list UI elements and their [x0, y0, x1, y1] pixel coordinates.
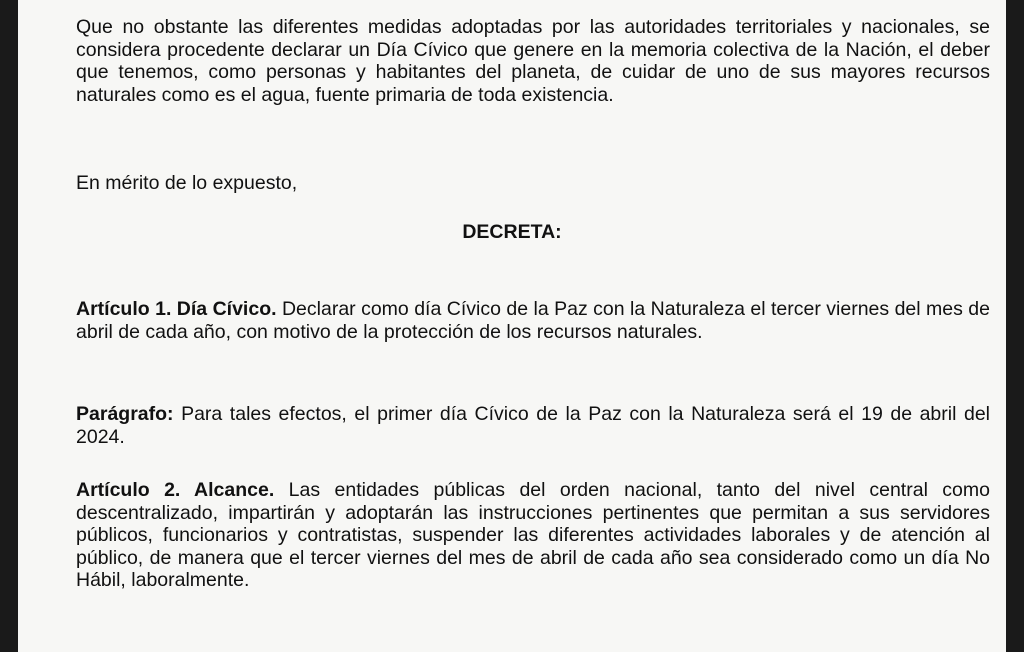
paragrafo-text: Para tales efectos, el primer día Cívico de la Paz con la Naturaleza será el 19 de abril del 2024. — [76, 403, 990, 448]
paragrafo-paragraph — [76, 403, 990, 448]
document-page — [18, 0, 1006, 652]
articulo-1-text: Declarar como día Cívico de la Paz con la Naturaleza el tercer viernes del mes de abril de cada año, con motivo de la protección de los recursos naturales. — [76, 298, 990, 343]
articulo-1-paragraph — [76, 298, 990, 343]
decreta-heading: DECRETA: — [462, 221, 562, 243]
articulo-1-heading: Artículo 1. Día Cívico. — [76, 298, 277, 320]
articulo-2-text: Las entidades públicas del orden nacional, tanto del nivel central como descentralizado, impartirán y adoptarán las instrucciones pertinentes que permitan a sus servidores públicos, funcionarios y contratistas, suspender las diferentes actividades laborales y de atención al público, de manera que el tercer viernes del mes de abril de cada año sea considerado como un día No Hábil, laboralmente. — [76, 479, 990, 591]
paragrafo-heading: Parágrafo: — [76, 403, 174, 425]
merito-paragraph: En mérito de lo expuesto, — [76, 172, 298, 194]
articulo-2-paragraph — [76, 479, 990, 592]
articulo-2-heading: Artículo 2. Alcance. — [76, 479, 275, 501]
considerando-paragraph: Que no obstante las diferentes medidas adoptadas por las autoridades territoriales y nacionales, se considera procedente declarar un Día Cívico que genere en la memoria colectiva de la Nación, el deber que tenemos, como personas y habitantes del planeta, de cuidar de uno de sus mayores recursos naturales como es el agua, fuente primaria de toda existencia. — [76, 16, 990, 106]
